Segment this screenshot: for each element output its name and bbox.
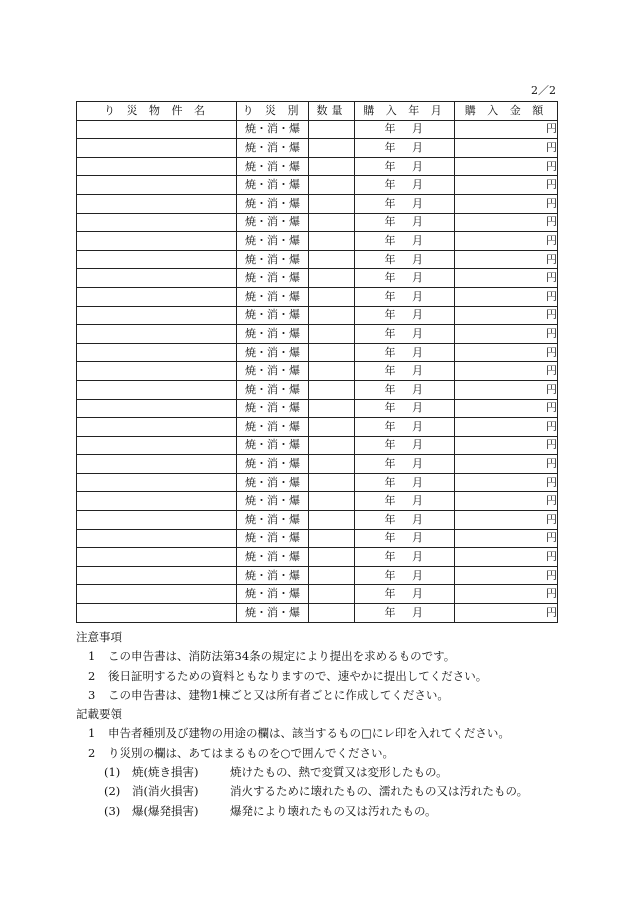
year-unit: 年	[384, 196, 396, 210]
purchase-amount-cell[interactable]	[455, 250, 558, 269]
year-unit: 年	[384, 419, 396, 433]
purchase-amount-cell[interactable]	[455, 343, 558, 362]
table-row	[77, 473, 558, 492]
currency-unit: 円	[546, 178, 557, 192]
currency-unit: 円	[546, 605, 557, 619]
currency-unit: 円	[546, 140, 557, 154]
table-row	[77, 157, 558, 176]
notes-section	[76, 628, 566, 821]
year-unit: 年	[384, 401, 396, 415]
purchase-date-cell[interactable]	[355, 176, 455, 195]
purchase-amount-cell[interactable]	[455, 157, 558, 176]
currency-unit: 円	[546, 531, 557, 545]
caution-list	[76, 647, 566, 705]
item-text: 後日証明するための資料ともなりますので、速やかに提出してください。	[108, 668, 488, 683]
purchase-date-cell[interactable]	[355, 436, 455, 455]
header-purchase-date: 購 入 年 月	[355, 102, 455, 121]
purchase-amount-cell[interactable]	[455, 566, 558, 585]
month-unit: 月	[412, 289, 423, 303]
currency-unit: 円	[546, 382, 557, 396]
year-unit: 年	[384, 512, 396, 526]
damage-type-cell[interactable]: 焼・消・爆	[237, 120, 309, 139]
currency-unit: 円	[546, 233, 557, 247]
year-unit: 年	[384, 550, 396, 564]
purchase-amount-cell[interactable]	[455, 436, 558, 455]
currency-unit: 円	[546, 345, 557, 359]
currency-unit: 円	[546, 308, 557, 322]
month-unit: 月	[412, 326, 423, 340]
currency-unit: 円	[546, 364, 557, 378]
property-name-cell[interactable]	[77, 343, 237, 362]
quantity-cell[interactable]	[309, 269, 355, 288]
table-row	[77, 418, 558, 437]
purchase-amount-cell[interactable]	[455, 529, 558, 548]
damage-type-cell[interactable]: 焼・消・爆	[237, 380, 309, 399]
damage-type-cell[interactable]: 焼・消・爆	[237, 399, 309, 418]
year-unit: 年	[384, 178, 396, 192]
damage-type-cell[interactable]: 焼・消・爆	[237, 604, 309, 623]
year-unit: 年	[384, 587, 396, 601]
year-unit: 年	[384, 308, 396, 322]
quantity-cell[interactable]	[309, 566, 355, 585]
month-unit: 月	[412, 494, 423, 508]
table-row	[77, 343, 558, 362]
table-row	[77, 287, 558, 306]
table-row	[77, 380, 558, 399]
month-unit: 月	[412, 308, 423, 322]
caution-item	[76, 686, 566, 705]
month-unit: 月	[412, 587, 423, 601]
quantity-cell[interactable]	[309, 529, 355, 548]
property-name-cell[interactable]	[77, 232, 237, 251]
quantity-cell[interactable]	[309, 418, 355, 437]
damage-type-cell[interactable]: 焼・消・爆	[237, 529, 309, 548]
month-unit: 月	[412, 215, 423, 229]
month-unit: 月	[412, 568, 423, 582]
damage-type-definitions	[76, 763, 566, 821]
year-unit: 年	[384, 605, 396, 619]
property-name-cell[interactable]	[77, 548, 237, 567]
caution-heading: 注意事項	[76, 630, 122, 644]
item-number: (3)	[104, 803, 121, 818]
quantity-cell[interactable]	[309, 287, 355, 306]
month-unit: 月	[412, 550, 423, 564]
year-unit: 年	[384, 326, 396, 340]
purchase-date-cell[interactable]	[355, 473, 455, 492]
year-unit: 年	[384, 140, 396, 154]
quantity-cell[interactable]	[309, 492, 355, 511]
item-text: この申告書は、建物1棟ごと又は所有者ごとに作成してください。	[108, 687, 449, 702]
purchase-amount-cell[interactable]	[455, 269, 558, 288]
caution-item	[76, 647, 566, 666]
item-text: 消火するために壊れたもの、濡れたもの又は汚れたもの。	[230, 784, 529, 799]
month-unit: 月	[412, 345, 423, 359]
property-name-cell[interactable]	[77, 436, 237, 455]
currency-unit: 円	[546, 326, 557, 340]
property-name-cell[interactable]	[77, 399, 237, 418]
currency-unit: 円	[546, 289, 557, 303]
item-number: 2	[88, 745, 96, 760]
table-row	[77, 250, 558, 269]
purchase-amount-cell[interactable]	[455, 548, 558, 567]
table-row	[77, 455, 558, 474]
purchase-date-cell[interactable]	[355, 287, 455, 306]
year-unit: 年	[384, 568, 396, 582]
purchase-date-cell[interactable]	[355, 604, 455, 623]
purchase-amount-cell[interactable]	[455, 287, 558, 306]
damage-type-cell[interactable]: 焼・消・爆	[237, 362, 309, 381]
property-name-cell[interactable]	[77, 585, 237, 604]
damage-type-cell[interactable]: 焼・消・爆	[237, 418, 309, 437]
table-row	[77, 232, 558, 251]
table-row	[77, 436, 558, 455]
quantity-cell[interactable]	[309, 473, 355, 492]
property-name-cell[interactable]	[77, 492, 237, 511]
purchase-amount-cell[interactable]	[455, 585, 558, 604]
year-unit: 年	[384, 531, 396, 545]
instructions-heading: 記載要領	[76, 707, 122, 722]
purchase-date-cell[interactable]	[355, 418, 455, 437]
instruction-item	[76, 744, 566, 763]
table-row	[77, 511, 558, 530]
currency-unit: 円	[546, 587, 557, 601]
damage-type-cell[interactable]: 焼・消・爆	[237, 306, 309, 325]
currency-unit: 円	[546, 494, 557, 508]
currency-unit: 円	[546, 401, 557, 415]
purchase-date-cell[interactable]	[355, 548, 455, 567]
damage-type-cell[interactable]: 焼・消・爆	[237, 250, 309, 269]
purchase-date-cell[interactable]	[355, 585, 455, 604]
instruction-item	[76, 724, 566, 743]
purchase-date-cell[interactable]	[355, 250, 455, 269]
header-damage-type: り 災 別	[237, 102, 309, 121]
damage-type-definition	[76, 782, 566, 801]
damage-type-cell[interactable]: 焼・消・爆	[237, 194, 309, 213]
purchase-amount-cell[interactable]	[455, 213, 558, 232]
table-row	[77, 269, 558, 288]
quantity-cell[interactable]	[309, 213, 355, 232]
header-purchase-amount: 購 入 金 額	[455, 102, 558, 121]
table-row	[77, 176, 558, 195]
year-unit: 年	[384, 457, 396, 471]
purchase-amount-cell[interactable]	[455, 325, 558, 344]
header-quantity: 数量	[309, 102, 355, 121]
month-unit: 月	[412, 252, 423, 266]
purchase-amount-cell[interactable]	[455, 232, 558, 251]
property-name-cell[interactable]	[77, 566, 237, 585]
purchase-amount-cell[interactable]	[455, 492, 558, 511]
table-row	[77, 492, 558, 511]
table-row	[77, 529, 558, 548]
currency-unit: 円	[546, 215, 557, 229]
property-name-cell[interactable]	[77, 139, 237, 158]
currency-unit: 円	[546, 159, 557, 173]
purchase-amount-cell[interactable]	[455, 139, 558, 158]
damage-type-cell[interactable]: 焼・消・爆	[237, 232, 309, 251]
damage-type-cell[interactable]: 焼・消・爆	[237, 343, 309, 362]
year-unit: 年	[384, 159, 396, 173]
purchase-date-cell[interactable]	[355, 529, 455, 548]
purchase-date-cell[interactable]	[355, 455, 455, 474]
property-name-cell[interactable]	[77, 287, 237, 306]
table-row	[77, 120, 558, 139]
year-unit: 年	[384, 438, 396, 452]
quantity-cell[interactable]	[309, 139, 355, 158]
damage-type-cell[interactable]: 焼・消・爆	[237, 269, 309, 288]
property-name-cell[interactable]	[77, 120, 237, 139]
purchase-amount-cell[interactable]	[455, 511, 558, 530]
property-name-cell[interactable]	[77, 511, 237, 530]
purchase-amount-cell[interactable]	[455, 306, 558, 325]
caution-item	[76, 667, 566, 686]
month-unit: 月	[412, 140, 423, 154]
month-unit: 月	[412, 512, 423, 526]
damage-type-cell[interactable]: 焼・消・爆	[237, 492, 309, 511]
year-unit: 年	[384, 382, 396, 396]
table-row	[77, 139, 558, 158]
item-number: (2)	[104, 784, 121, 799]
property-name-cell[interactable]	[77, 176, 237, 195]
month-unit: 月	[412, 233, 423, 247]
item-text: 申告者種別及び建物の用途の欄は、該当するもの□にレ印を入れてください。	[108, 726, 510, 741]
currency-unit: 円	[546, 568, 557, 582]
currency-unit: 円	[546, 475, 557, 489]
purchase-date-cell[interactable]	[355, 269, 455, 288]
table-row	[77, 604, 558, 623]
damage-type-cell[interactable]: 焼・消・爆	[237, 287, 309, 306]
damage-type-cell[interactable]: 焼・消・爆	[237, 436, 309, 455]
property-name-cell[interactable]	[77, 418, 237, 437]
year-unit: 年	[384, 233, 396, 247]
table-row	[77, 213, 558, 232]
month-unit: 月	[412, 122, 423, 136]
year-unit: 年	[384, 122, 396, 136]
property-name-cell[interactable]	[77, 157, 237, 176]
quantity-cell[interactable]	[309, 250, 355, 269]
table-row	[77, 362, 558, 381]
purchase-date-cell[interactable]	[355, 362, 455, 381]
month-unit: 月	[412, 159, 423, 173]
month-unit: 月	[412, 419, 423, 433]
quantity-cell[interactable]	[309, 157, 355, 176]
item-number: (1)	[104, 765, 121, 780]
currency-unit: 円	[546, 512, 557, 526]
item-text: この申告書は、消防法第34条の規定により提出を求めるものです。	[108, 649, 456, 664]
month-unit: 月	[412, 271, 423, 285]
damage-type-cell[interactable]: 焼・消・爆	[237, 176, 309, 195]
currency-unit: 円	[546, 196, 557, 210]
currency-unit: 円	[546, 419, 557, 433]
item-number: 1	[88, 649, 96, 664]
year-unit: 年	[384, 215, 396, 229]
damage-type-cell[interactable]: 焼・消・爆	[237, 455, 309, 474]
property-name-cell[interactable]	[77, 362, 237, 381]
currency-unit: 円	[546, 271, 557, 285]
damage-type-definition	[76, 802, 566, 821]
purchase-date-cell[interactable]	[355, 511, 455, 530]
property-name-cell[interactable]	[77, 250, 237, 269]
purchase-amount-cell[interactable]	[455, 455, 558, 474]
purchase-date-cell[interactable]	[355, 492, 455, 511]
year-unit: 年	[384, 475, 396, 489]
quantity-cell[interactable]	[309, 120, 355, 139]
purchase-amount-cell[interactable]	[455, 473, 558, 492]
item-term: 焼(焼き損害)	[132, 765, 199, 780]
year-unit: 年	[384, 252, 396, 266]
property-name-cell[interactable]	[77, 269, 237, 288]
purchase-date-cell[interactable]	[355, 232, 455, 251]
purchase-date-cell[interactable]	[355, 380, 455, 399]
table-row	[77, 306, 558, 325]
year-unit: 年	[384, 494, 396, 508]
purchase-amount-cell[interactable]	[455, 418, 558, 437]
quantity-cell[interactable]	[309, 362, 355, 381]
damage-type-cell[interactable]: 焼・消・爆	[237, 548, 309, 567]
month-unit: 月	[412, 382, 423, 396]
header-property-name: り 災 物 件 名	[77, 102, 237, 121]
purchase-amount-cell[interactable]	[455, 176, 558, 195]
table-row	[77, 399, 558, 418]
damage-type-cell[interactable]: 焼・消・爆	[237, 157, 309, 176]
damage-type-cell[interactable]: 焼・消・爆	[237, 139, 309, 158]
item-number: 3	[88, 687, 96, 702]
purchase-amount-cell[interactable]	[455, 194, 558, 213]
currency-unit: 円	[546, 457, 557, 471]
item-term: 爆(爆発損害)	[132, 803, 199, 818]
quantity-cell[interactable]	[309, 436, 355, 455]
purchase-amount-cell[interactable]	[455, 399, 558, 418]
damage-type-cell[interactable]: 焼・消・爆	[237, 213, 309, 232]
property-name-cell[interactable]	[77, 455, 237, 474]
month-unit: 月	[412, 401, 423, 415]
quantity-cell[interactable]	[309, 343, 355, 362]
month-unit: 月	[412, 196, 423, 210]
quantity-cell[interactable]	[309, 325, 355, 344]
month-unit: 月	[412, 364, 423, 378]
currency-unit: 円	[546, 252, 557, 266]
property-name-cell[interactable]	[77, 529, 237, 548]
year-unit: 年	[384, 271, 396, 285]
property-name-cell[interactable]	[77, 213, 237, 232]
damaged-property-table	[76, 101, 558, 623]
property-name-cell[interactable]	[77, 380, 237, 399]
currency-unit: 円	[546, 438, 557, 452]
table-row	[77, 194, 558, 213]
property-name-cell[interactable]	[77, 306, 237, 325]
quantity-cell[interactable]	[309, 306, 355, 325]
purchase-date-cell[interactable]	[355, 343, 455, 362]
property-name-cell[interactable]	[77, 473, 237, 492]
purchase-amount-cell[interactable]	[455, 380, 558, 399]
damage-type-cell[interactable]: 焼・消・爆	[237, 585, 309, 604]
purchase-date-cell[interactable]	[355, 325, 455, 344]
property-name-cell[interactable]	[77, 604, 237, 623]
month-unit: 月	[412, 178, 423, 192]
table-row	[77, 325, 558, 344]
property-name-cell[interactable]	[77, 194, 237, 213]
year-unit: 年	[384, 364, 396, 378]
table-row	[77, 566, 558, 585]
table-row	[77, 548, 558, 567]
item-number: 2	[88, 668, 96, 683]
quantity-cell[interactable]	[309, 232, 355, 251]
damage-type-definition	[76, 763, 566, 782]
purchase-amount-cell[interactable]	[455, 120, 558, 139]
purchase-date-cell[interactable]	[355, 120, 455, 139]
damage-type-cell[interactable]: 焼・消・爆	[237, 325, 309, 344]
damage-type-cell[interactable]: 焼・消・爆	[237, 566, 309, 585]
month-unit: 月	[412, 475, 423, 489]
instruction-list	[76, 724, 566, 763]
page-number: 2／2	[531, 84, 556, 97]
quantity-cell[interactable]	[309, 585, 355, 604]
quantity-cell[interactable]	[309, 399, 355, 418]
purchase-amount-cell[interactable]	[455, 362, 558, 381]
damage-type-cell[interactable]: 焼・消・爆	[237, 473, 309, 492]
quantity-cell[interactable]	[309, 548, 355, 567]
item-term: 消(消火損害)	[132, 784, 199, 799]
month-unit: 月	[412, 438, 423, 452]
quantity-cell[interactable]	[309, 176, 355, 195]
item-text: 爆発により壊れたもの又は汚れたもの。	[230, 803, 437, 818]
currency-unit: 円	[546, 550, 557, 564]
year-unit: 年	[384, 289, 396, 303]
table-header-row	[77, 102, 558, 121]
currency-unit: 円	[546, 122, 557, 136]
item-text: り災別の欄は、あてはまるものを○で囲んでください。	[108, 745, 395, 760]
month-unit: 月	[412, 531, 423, 545]
month-unit: 月	[412, 605, 423, 619]
quantity-cell[interactable]	[309, 194, 355, 213]
purchase-date-cell[interactable]	[355, 194, 455, 213]
table-row	[77, 585, 558, 604]
purchase-date-cell[interactable]	[355, 213, 455, 232]
item-number: 1	[88, 726, 96, 741]
quantity-cell[interactable]	[309, 511, 355, 530]
purchase-date-cell[interactable]	[355, 306, 455, 325]
property-name-cell[interactable]	[77, 325, 237, 344]
year-unit: 年	[384, 345, 396, 359]
damage-type-cell[interactable]: 焼・消・爆	[237, 511, 309, 530]
quantity-cell[interactable]	[309, 455, 355, 474]
purchase-date-cell[interactable]	[355, 566, 455, 585]
purchase-date-cell[interactable]	[355, 399, 455, 418]
item-text: 焼けたもの、熱で変質又は変形したもの。	[230, 765, 448, 780]
purchase-date-cell[interactable]	[355, 157, 455, 176]
purchase-date-cell[interactable]	[355, 139, 455, 158]
purchase-amount-cell[interactable]	[455, 604, 558, 623]
month-unit: 月	[412, 457, 423, 471]
quantity-cell[interactable]	[309, 380, 355, 399]
quantity-cell[interactable]	[309, 604, 355, 623]
